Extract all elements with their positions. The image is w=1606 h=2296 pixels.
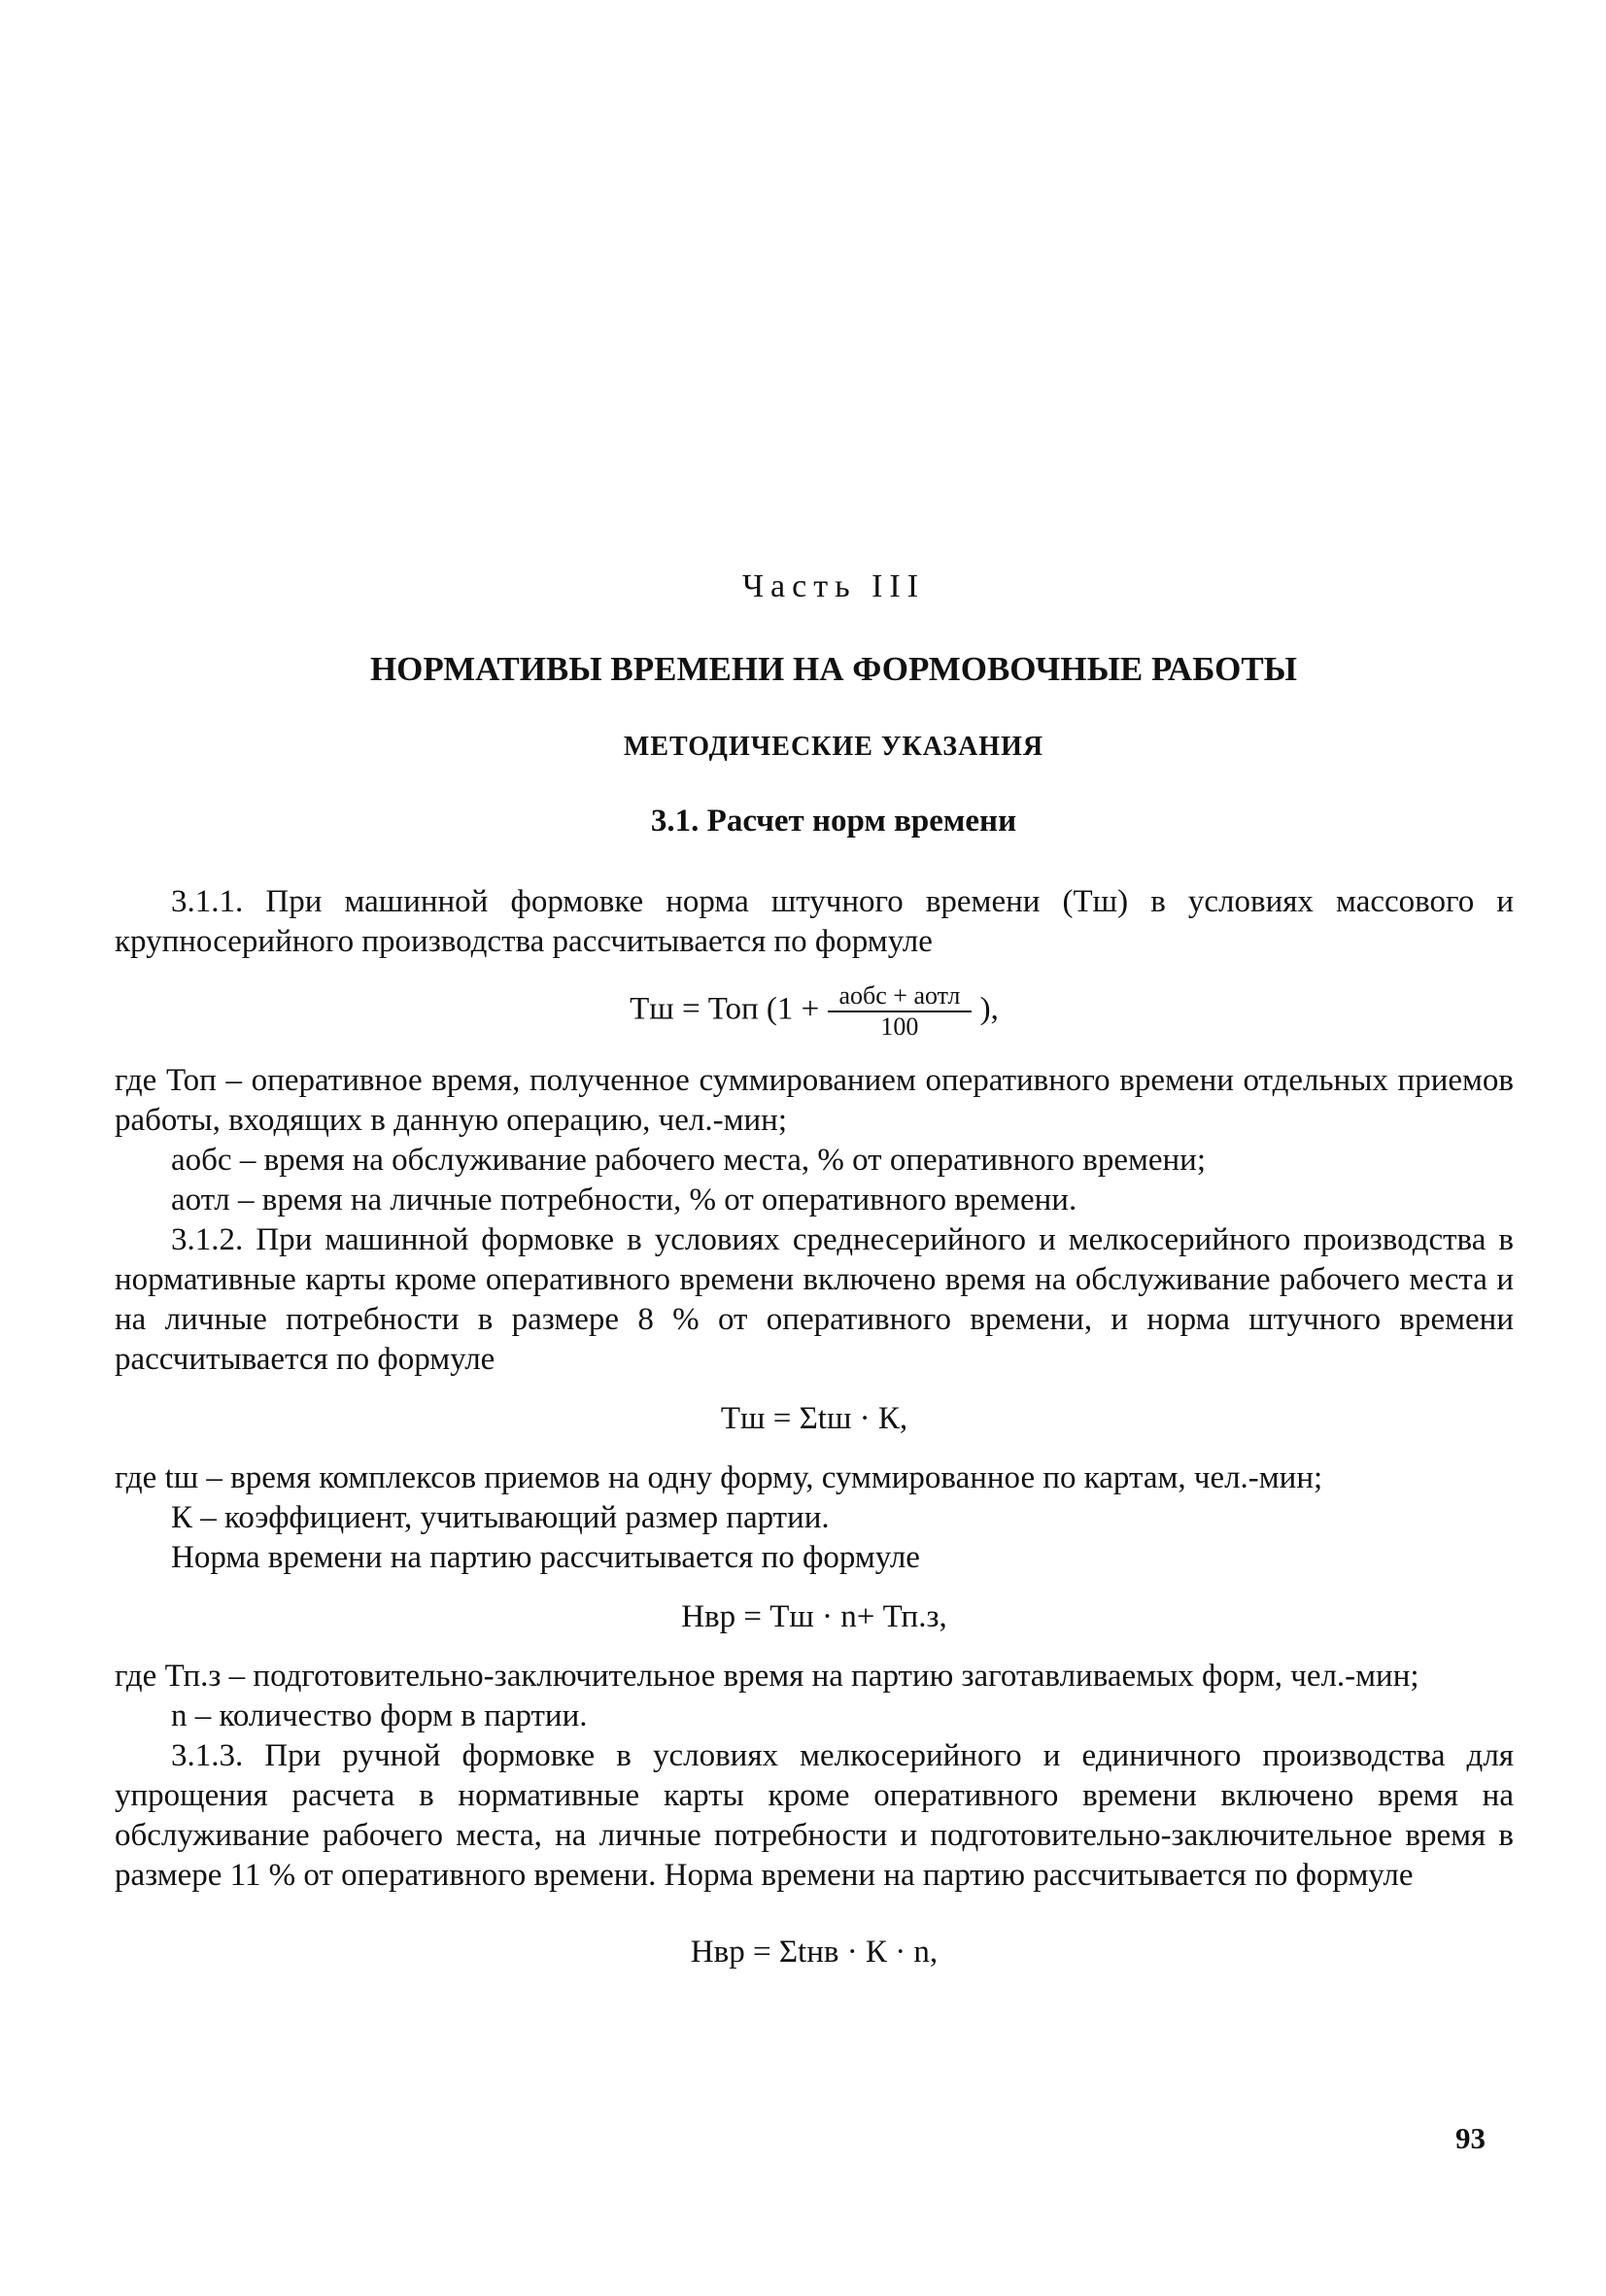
paragraph-3-1-1: 3.1.1. При машинной формовке норма штучного времени (Тш) в условиях массового и крупносерийного производства рассчитывается по формуле [115,884,1514,959]
paragraph-3-1-3: 3.1.3. При ручной формовке в условиях мелкосерийного и единичного производства для упрощения расчета в нормативные карты кроме оперативного времени включено время на обслуживание рабочего места, на личные потребности и подготовительно-заключительное время в размере 11 % от оперативного времени. Норма времени на партию рассчитывается по формуле [115,1738,1514,1893]
formula-sum-time: Тш = Σtш · К, [720,1401,908,1436]
paragraph-3-1-2: 3.1.2. При машинной формовке в условиях среднесерийного и мелкосерийного производства в нормативные карты кроме оперативного времени включено время на обслуживание рабочего места и на личные потребности в размере 8 % от оперативного времени, и норма штучного времени рассчитывается по формуле [115,1222,1514,1377]
definition-aobs: аобс – время на обслуживание рабочего места, % от оперативного времени; [171,1143,1206,1178]
definition-tsh: где tш – время комплексов приемов на одну форму, суммированное по картам, чел.-мин; [115,1460,1323,1495]
formula-piece-time [115,981,1514,1042]
paragraph-batch-norm: Норма времени на партию рассчитывается по формуле [171,1540,920,1575]
subtitle: МЕТОДИЧЕСКИЕ УКАЗАНИЯ [623,732,1044,762]
page-content [115,568,1514,1992]
formula-fraction [828,981,973,1042]
formula-left: Тш = Топ (1 + [630,991,820,1027]
definition-k: К – коэффициент, учитывающий размер партии. [171,1500,830,1535]
formula-batch-time: Нвр = Тш · n+ Тп.з, [681,1599,947,1634]
page-number: 93 [1455,2121,1486,2155]
part-title: Часть III [741,568,926,604]
definition-aotl: аотл – время на личные потребности, % от оперативного времени. [171,1182,1077,1217]
definition-top: где Топ – оперативное время, полученное суммированием оперативного времени отдельных приемов работы, входящих в данную операцию, чел.-мин; [115,1063,1514,1138]
definition-n: n – количество форм в партии. [171,1698,588,1733]
main-title: НОРМАТИВЫ ВРЕМЕНИ НА ФОРМОВОЧНЫЕ РАБОТЫ [369,650,1298,688]
formula-denominator: 100 [880,1012,919,1041]
definition-tpz: где Тп.з – подготовительно-заключительное время на партию заготавливаемых форм, чел.-мин; [115,1659,1419,1694]
formula-right: ), [979,991,999,1027]
formula-manual-batch: Нвр = Σtнв · К · n, [690,1935,939,1970]
section-title: 3.1. Расчет норм времени [650,804,1017,839]
formula-numerator: аобс + аотл [828,981,973,1012]
